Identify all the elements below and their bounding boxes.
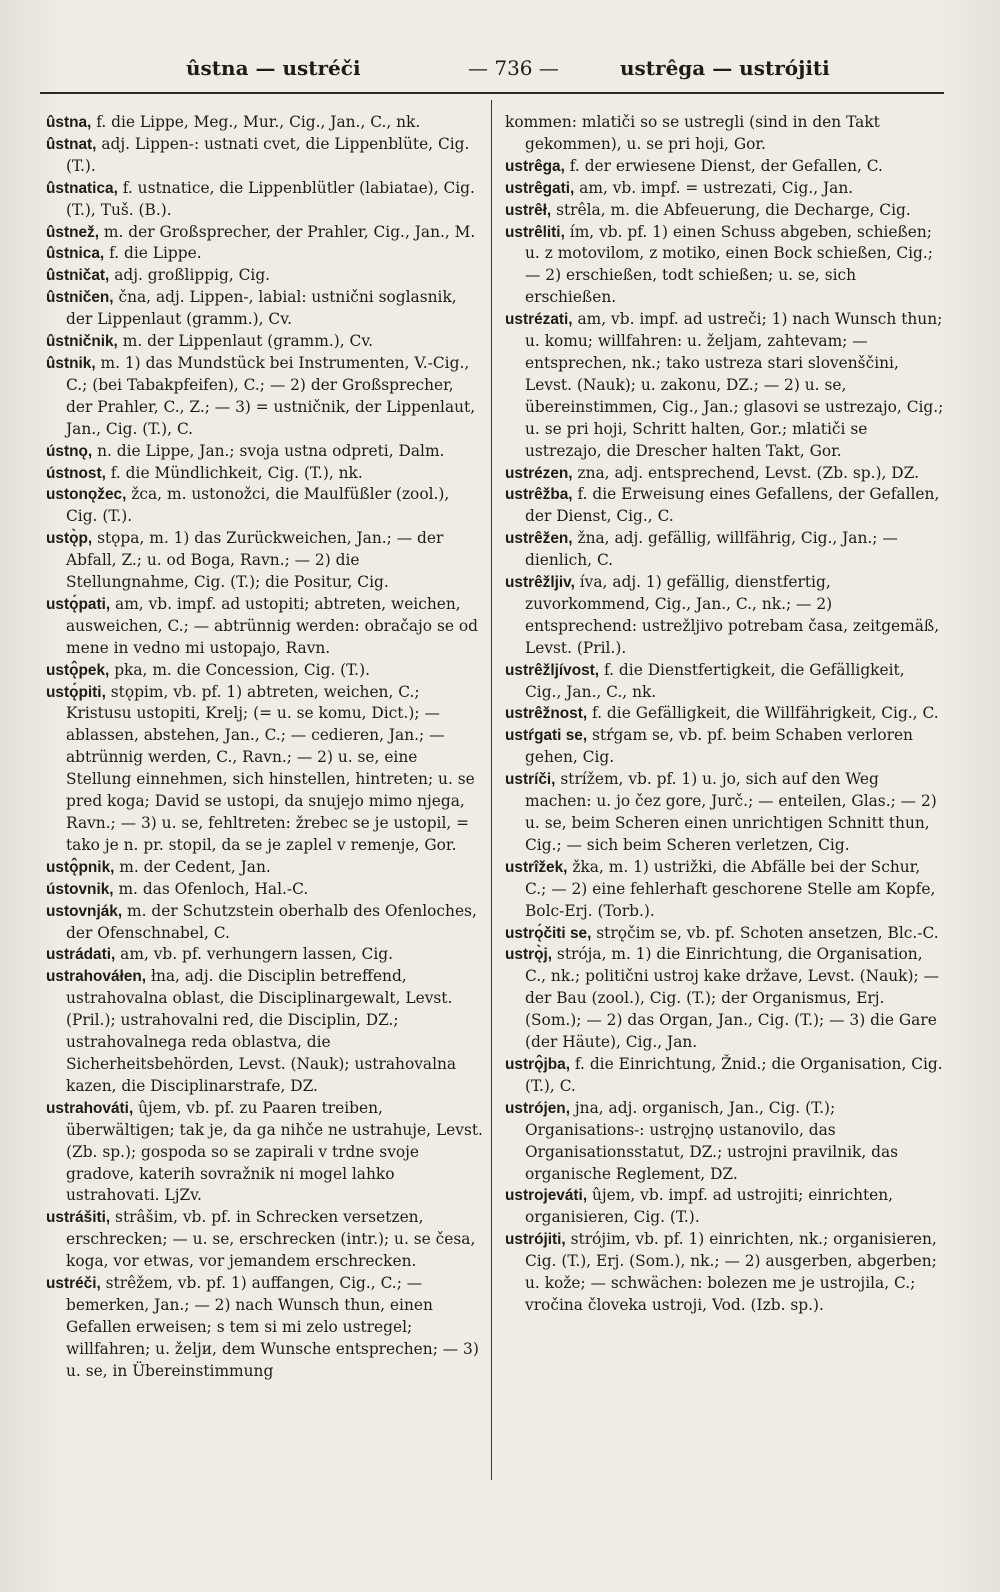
entry-headword: ustrêł,	[505, 201, 552, 219]
entry-headword: ústovnik,	[46, 880, 114, 898]
entry-definition: žka, m. 1) ustrižki, die Abfälle bei der Schur, C.; — 2) eine fehlerhaft geschorene Stelle am Kopfe, Bolc-Erj. (Torb.).	[525, 857, 936, 920]
dictionary-entry	[505, 923, 945, 945]
dictionary-entry	[46, 528, 484, 594]
header-left-guideword: ûstna — ustréči	[186, 56, 361, 80]
entry-headword: ustrahováłen,	[46, 968, 147, 986]
dictionary-entry	[505, 944, 945, 1054]
entry-headword: ustovnják,	[46, 902, 123, 920]
dictionary-entry	[46, 1273, 484, 1383]
dictionary-entry	[505, 769, 945, 857]
dictionary-entry	[505, 1229, 945, 1317]
dictionary-entry	[46, 463, 484, 485]
entry-headword: ustrêžen,	[505, 530, 573, 548]
entry-headword: ustrójen,	[505, 1099, 570, 1117]
entry-definition: stǫpim, vb. pf. 1) abtreten, weichen, C.; Kristusu ustopiti, Krelj; (= u. se komu, Dict.); — ablassen, abstehen, Jan., C.; — cedieren, Jan.; — abtrünnig werden, C., Ravn.; — 2) u. se, eine Stellung einnehmen, sich hinstellen, hintreten; u. se pred koga; David se ustopi, da snujejo mimo njega, Ravn.; — 3) u. se, fehltreten: žrebec se je ustopil, = tako je n. pr. stopil, da se je zaplel v remenje, Gor.	[66, 682, 475, 854]
dictionary-entry	[46, 265, 484, 287]
entry-headword: ûstničen,	[46, 289, 114, 307]
dictionary-entry	[46, 353, 484, 441]
dictionary-entry	[46, 112, 484, 134]
dictionary-entry	[46, 1207, 484, 1273]
entry-definition: adj. großlippig, Cig.	[109, 266, 271, 285]
dictionary-entry	[505, 222, 945, 310]
dictionary-entry	[46, 331, 484, 353]
entry-headword: ûstnik,	[46, 354, 96, 372]
entry-definition: am, vb. pf. verhungern lassen, Cig.	[115, 945, 394, 964]
entry-headword: ustŕgati se,	[505, 727, 588, 745]
entry-definition: f. die Mündlichkeit, Cig. (T.), nk.	[105, 463, 363, 482]
dictionary-entry	[46, 1098, 484, 1208]
entry-headword: ûstničat,	[46, 267, 110, 285]
entry-definition: f. ustnatice, die Lippenblütler (labiatae), Cig. (T.), Tuš. (B.).	[66, 178, 475, 219]
entry-headword: ústnost,	[46, 464, 106, 482]
entry-definition: am, vb. impf. ad ustopiti; abtreten, weichen, ausweichen, C.; — abtrünnig werden: obračajo se od mene in vedno mi ustopajo, Ravn.	[66, 594, 478, 657]
dictionary-entry	[46, 594, 484, 660]
entry-definition: žna, adj. gefällig, willfährig, Cig., Jan.; — dienlich, C.	[525, 529, 898, 570]
dictionary-entry	[505, 703, 945, 725]
entry-definition: stǫpa, m. 1) das Zurückweichen, Jan.; — der Abfall, Z.; u. od Boga, Ravn.; — 2) die Stellungnahme, Cig. (T.); die Positur, Cig.	[66, 529, 444, 592]
dictionary-entry	[46, 857, 484, 879]
entry-definition: m. der Lippenlaut (gramm.), Cv.	[117, 332, 374, 351]
dictionary-entry	[46, 243, 484, 265]
entry-definition: ím, vb. pf. 1) einen Schuss abgeben, schießen; u. z motovilom, z motiko, einen Bock schießen, Cig.; — 2) erschießen, todt schießen; u. se, sich erschießen.	[525, 222, 933, 307]
dictionary-entry	[505, 660, 945, 704]
right-column	[505, 112, 945, 1317]
entry-definition: am, vb. impf. = ustrezati, Cig., Jan.	[574, 178, 854, 197]
entry-definition: n. die Lippe, Jan.; svoja ustna odpreti, Dalm.	[92, 441, 445, 460]
dictionary-entry	[46, 660, 484, 682]
entry-headword: ústnǫ,	[46, 442, 93, 460]
entry-headword: ustrǫ̂jba,	[505, 1055, 570, 1073]
page-number: — 736 —	[468, 56, 559, 80]
entry-headword: ûstnat,	[46, 135, 97, 153]
entry-definition: f. der erwiesene Dienst, der Gefallen, C.	[564, 156, 883, 175]
entry-definition: pka, m. die Concession, Cig. (T.).	[109, 660, 370, 679]
entry-definition: ûjem, vb. impf. ad ustrojiti; einrichten, organisieren, Cig. (T.).	[525, 1186, 894, 1227]
entry-headword: ustrêžba,	[505, 486, 573, 504]
entry-headword: ustréči,	[46, 1275, 101, 1293]
entry-definition: strója, m. 1) die Einrichtung, die Organisation, C., nk.; politični ustroj kake države, Levst. (Nauk); — der Bau (zool.), Cig. (T.); der Organismus, Erj. (Som.); — 2) das Organ, Jan., Cig. (T.); — 3) die Gare (der Häute), Cig., Jan.	[525, 945, 939, 1052]
dictionary-entry	[46, 682, 484, 857]
dictionary-entry	[46, 879, 484, 901]
dictionary-entry	[46, 901, 484, 945]
entry-definition: f. die Dienstfertigkeit, die Gefälligkeit, Cig., Jan., C., nk.	[525, 660, 905, 701]
entry-definition: f. die Erweisung eines Gefallens, der Gefallen, der Dienst, Cig., C.	[525, 485, 940, 526]
entry-headword: ustrêžljívost,	[505, 661, 600, 679]
dictionary-entry	[505, 725, 945, 769]
dictionary-entry	[505, 572, 945, 660]
entry-headword: ustrášiti,	[46, 1209, 111, 1227]
column-divider	[491, 100, 492, 1480]
entry-definition: stŕgam se, vb. pf. beim Schaben verloren gehen, Cig.	[525, 726, 913, 767]
entry-headword: ustrádati,	[46, 946, 116, 964]
entry-definition: jna, adj. organisch, Jan., Cig. (T.); Organisations-: ustrǫjnǫ ustanovilo, das Organisationsstatut, DZ.; ustrojni pravilnik, das organische Reglement, DZ.	[525, 1098, 899, 1183]
entry-definition: žca, m. ustonožci, die Maulfüßler (zool.), Cig. (T.).	[66, 485, 450, 526]
entry-definition: m. der Cedent, Jan.	[114, 857, 271, 876]
dictionary-entry	[505, 156, 945, 178]
entry-definition: f. die Lippe.	[104, 244, 202, 263]
left-column	[46, 112, 484, 1383]
entry-headword: ûstnatica,	[46, 179, 118, 197]
entry-headword: ustrǫ́čiti se,	[505, 924, 592, 942]
entry-headword: ustǫ̀p,	[46, 530, 93, 548]
entry-headword: ustrǫ̀j,	[505, 946, 553, 964]
dictionary-entry	[505, 528, 945, 572]
entry-definition: łna, adj. die Disciplin betreffend, ustrahovalna oblast, die Disciplinargewalt, Levst. (Pril.); ustrahovalni red, die Disciplin, DZ.; ustrahovalnega reda oblastva, die Sicherheitsbehörden, Levst. (Nauk); ustrahovalna kazen, die Disciplinarstrafe, DZ.	[66, 967, 457, 1095]
dictionary-entry	[505, 200, 945, 222]
entry-headword: ustrîžek,	[505, 858, 568, 876]
dictionary-entry	[46, 178, 484, 222]
dictionary-entry	[505, 112, 945, 156]
dictionary-entry	[505, 1185, 945, 1229]
entry-headword: ustrêga,	[505, 157, 565, 175]
entry-definition: čna, adj. Lippen-, labial: ustnični soglasnik, der Lippenlaut (gramm.), Cv.	[66, 288, 457, 329]
dictionary-entry	[46, 287, 484, 331]
entry-headword: ûstničnik,	[46, 333, 118, 351]
entry-headword: ustrahováti,	[46, 1099, 134, 1117]
entry-definition: íva, adj. 1) gefällig, dienstfertig, zuvorkommend, Cig., Jan., C., nk.; — 2) entsprechend: ustrežljivo potrebam časa, zeitgemäß, Levst. (Pril.).	[525, 573, 940, 657]
header-rule	[40, 92, 944, 94]
entry-headword: ustrézen,	[505, 464, 573, 482]
dictionary-entry	[505, 857, 945, 923]
entry-definition: strížem, vb. pf. 1) u. jo, sich auf den Weg machen: u. jo čez gore, Jurč.; — enteilen, Glas.; — 2) u. se, beim Scheren einen unrichtigen Schnitt thun, Cig.; — sich beim Scheren verletzen, Cig.	[525, 770, 937, 854]
entry-definition: adj. Lippen-: ustnati cvet, die Lippenblüte, Cig. (T.).	[66, 134, 470, 175]
entry-definition: strójim, vb. pf. 1) einrichten, nk.; organisieren, Cig. (T.), Erj. (Som.), nk.; — 2) ausgerben, abgerben; u. kože; — schwächen: bolezen me je ustrojila, C.; vročina človeka ustroji, Vod. (Izb. sp.).	[525, 1230, 937, 1314]
dictionary-entry	[46, 484, 484, 528]
entry-headword: ustrêžljiv,	[505, 574, 575, 592]
dictionary-entry	[46, 222, 484, 244]
entry-headword: ustrêgati,	[505, 179, 575, 197]
entry-definition: m. der Schutzstein oberhalb des Ofenloches, der Ofenschnabel, C.	[66, 901, 477, 942]
entry-headword: ustrézati,	[505, 311, 573, 329]
entry-definition: strâšim, vb. pf. in Schrecken versetzen, erschrecken; — u. se, erschrecken (intr.); u. se česa, koga, vor etwas, vor jemandem erschrecken.	[66, 1208, 476, 1271]
entry-definition: strêla, m. die Abfeuerung, die Decharge, Cig.	[551, 200, 911, 219]
entry-headword: ustrójiti,	[505, 1231, 566, 1249]
entry-definition: m. 1) das Mundstück bei Instrumenten, V.-Cig., C.; (bei Tabakpfeifen), C.; — 2) der Großsprecher, der Prahler, C., Z.; — 3) = ustničnik, der Lippenlaut, Jan., Cig. (T.), C.	[66, 353, 476, 438]
entry-headword: ûstna,	[46, 114, 92, 131]
dictionary-entry	[46, 134, 484, 178]
dictionary-entry	[46, 944, 484, 966]
entry-definition: m. der Großsprecher, der Prahler, Cig., Jan., M.	[99, 222, 476, 241]
header-right-guideword: ustrêga — ustrójiti	[620, 56, 830, 80]
entry-headword: ustrêliti,	[505, 223, 565, 241]
dictionary-entry	[505, 463, 945, 485]
entry-definition: f. die Lippe, Meg., Mur., Cig., Jan., C., nk.	[91, 113, 421, 131]
entry-headword: ustríči,	[505, 771, 556, 789]
entry-definition: f. die Gefälligkeit, die Willfährigkeit, Cig., C.	[587, 704, 939, 723]
entry-definition: f. die Einrichtung, Žnid.; die Organisation, Cig. (T.), C.	[525, 1054, 943, 1095]
running-header	[40, 56, 960, 92]
entry-definition: zna, adj. entsprechend, Levst. (Zb. sp.), DZ.	[572, 463, 919, 482]
entry-headword: ustrêžnost,	[505, 705, 588, 723]
entry-headword: ustonǫžec,	[46, 486, 127, 504]
entry-definition: kommen: mlatiči so se ustregli (sind in den Takt gekommen), u. se pri hoji, Gor.	[505, 113, 880, 153]
dictionary-entry	[46, 966, 484, 1097]
dictionary-entry	[505, 309, 945, 462]
entry-headword: ustǫ́piti,	[46, 683, 106, 701]
entry-definition: ûjem, vb. pf. zu Paaren treiben, überwältigen; tak je, da ga nihče ne ustrahuje, Levst. (Zb. sp.); gospoda so se zapirali v trdne svoje gradove, katerih sovražnik ni mogel lahko ustrahovati. LjZv.	[66, 1098, 483, 1205]
dictionary-entry	[46, 441, 484, 463]
dictionary-entry	[505, 484, 945, 528]
entry-headword: ustǫ̂pnik,	[46, 858, 115, 876]
entry-headword: ûstnež,	[46, 223, 100, 241]
entry-headword: ustǫ̂pek,	[46, 661, 110, 679]
entry-definition: m. das Ofenloch, Hal.-C.	[113, 879, 309, 898]
dictionary-entry	[505, 1054, 945, 1098]
entry-definition: am, vb. impf. ad ustreči; 1) nach Wunsch thun; u. komu; willfahren: u. željam, zahtevam; — entsprechen, nk.; tako ustreza stari slovenščini, Levst. (Nauk); u. zakonu, DZ.; — 2) u. se, übereinstimmen, Cig., Jan.; glasovi se ustrezajo, Cig.; u. se pri hoji, Schritt halten, Gor.; mlatiči se ustrezajo, die Drescher halten Takt, Gor.	[525, 310, 944, 460]
entry-definition: strǫčim se, vb. pf. Schoten ansetzen, Blc.-C.	[591, 923, 939, 942]
dictionary-entry	[505, 178, 945, 200]
entry-headword: ustǫ́pati,	[46, 595, 111, 613]
dictionary-entry	[505, 1098, 945, 1186]
entry-headword: ûstnica,	[46, 245, 105, 263]
entry-headword: ustrojeváti,	[505, 1187, 588, 1205]
entry-definition: strêžem, vb. pf. 1) auffangen, Cig., C.; — bemerken, Jan.; — 2) nach Wunsch thun, einen Gefallen erweisen; s tem si mi zelo ustregel; willfahren; u. željи, dem Wunsche entsprechen; — 3) u. se, in Übereinstimmung	[66, 1274, 479, 1380]
